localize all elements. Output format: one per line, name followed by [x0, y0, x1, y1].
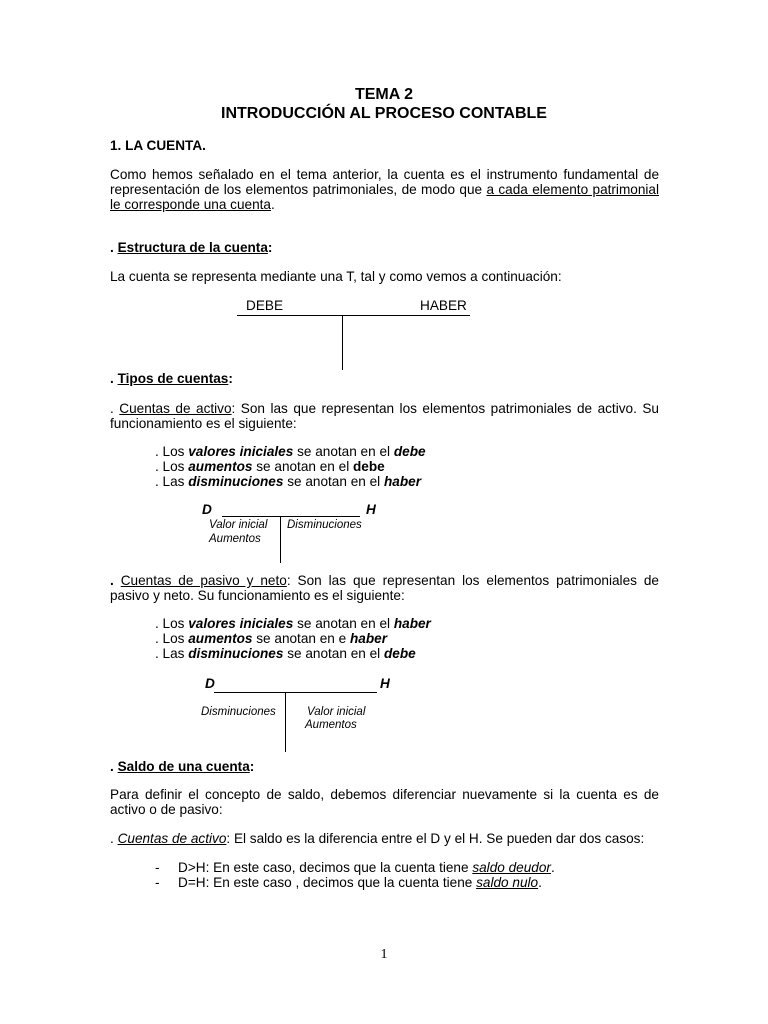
pasivo-t-h-label: H — [380, 676, 390, 691]
saldo-paragraph: Para definir el concepto de saldo, debemos diferenciar nuevamente si la cuenta es de activo o de pasivo: — [110, 787, 659, 817]
activo-rule-1: . Los valores iniciales se anotan en el debe — [155, 444, 426, 459]
estructura-text: La cuenta se representa mediante una T, tal y como vemos a continuación: — [110, 269, 562, 284]
activo-paragraph: . Cuentas de activo: Son las que representan los elementos patrimoniales de activo. Su funcionamiento es el siguiente: — [110, 401, 659, 431]
pasivo-t-d-label: D — [205, 676, 215, 691]
pasivo-rule-1: . Los valores iniciales se anotan en el haber — [155, 616, 431, 631]
saldo-heading: . Saldo de una cuenta: — [110, 759, 255, 774]
t-account-vertical-line — [342, 315, 343, 370]
activo-t-horizontal-line — [222, 516, 360, 517]
saldo-case-deudor: D>H: En este caso, decimos que la cuenta tiene saldo deudor. — [178, 860, 555, 875]
t-account-debe-label: DEBE — [246, 298, 284, 313]
pasivo-paragraph: . Cuentas de pasivo y neto: Son las que representan los elementos patrimoniales de pasivo y neto. Su funcionamiento es el siguiente: — [110, 573, 659, 603]
pasivo-rule-2: . Los aumentos se anotan en e haber — [155, 631, 387, 646]
activo-t-h-label: H — [366, 502, 376, 517]
activo-label: Cuentas de activo — [119, 401, 232, 416]
case-bullet: - — [155, 860, 160, 875]
pasivo-rule-3: . Las disminuciones se anotan en el debe — [155, 646, 416, 661]
saldo-activo-label: Cuentas de activo — [117, 831, 227, 846]
pasivo-t-right-entry: Valor inicial — [307, 706, 366, 718]
document-topic: TEMA 2 — [354, 86, 414, 103]
key-statement: a cada elemento patrimonial le corresponde una cuenta — [110, 182, 659, 212]
activo-t-left-entry: Valor inicial — [209, 519, 268, 531]
activo-t-vertical-line — [280, 516, 281, 563]
estructura-heading: . Estructura de la cuenta: — [110, 240, 273, 255]
activo-t-right-entry: Disminuciones — [287, 519, 362, 531]
tipos-heading: . Tipos de cuentas: — [110, 371, 233, 386]
page-number: 1 — [380, 947, 388, 962]
t-account-haber-label: HABER — [420, 298, 467, 313]
pasivo-t-horizontal-line — [214, 692, 377, 693]
pasivo-label: Cuentas de pasivo y neto — [120, 573, 287, 588]
saldo-term: saldo deudor — [472, 860, 551, 875]
activo-rule-3: . Las disminuciones se anotan en el haber — [155, 474, 421, 489]
pasivo-t-left-entry: Disminuciones — [201, 706, 276, 718]
saldo-case-nulo: D=H: En este caso , decimos que la cuenta tiene saldo nulo. — [178, 875, 542, 890]
pasivo-t-right-entry: Aumentos — [305, 719, 357, 731]
saldo-term: saldo nulo — [476, 875, 539, 890]
saldo-activo-paragraph: . Cuentas de activo: El saldo es la diferencia entre el D y el H. Se pueden dar dos casos: — [110, 831, 645, 846]
section-title: 1. LA CUENTA. — [110, 138, 206, 153]
activo-rule-2: . Los aumentos se anotan en el debe — [155, 459, 385, 474]
case-bullet: - — [155, 875, 160, 890]
pasivo-t-vertical-line — [285, 692, 286, 752]
t-account-horizontal-line — [237, 315, 470, 316]
document-title: INTRODUCCIÓN AL PROCESO CONTABLE — [221, 105, 547, 122]
activo-t-d-label: D — [202, 502, 212, 517]
intro-paragraph: Como hemos señalado en el tema anterior, la cuenta es el instrumento fundamental de representación de los elementos patrimoniales, de modo que a cada elemento patrimonial le corresponde una cuenta. — [110, 167, 659, 212]
activo-t-left-entry: Aumentos — [209, 533, 261, 545]
